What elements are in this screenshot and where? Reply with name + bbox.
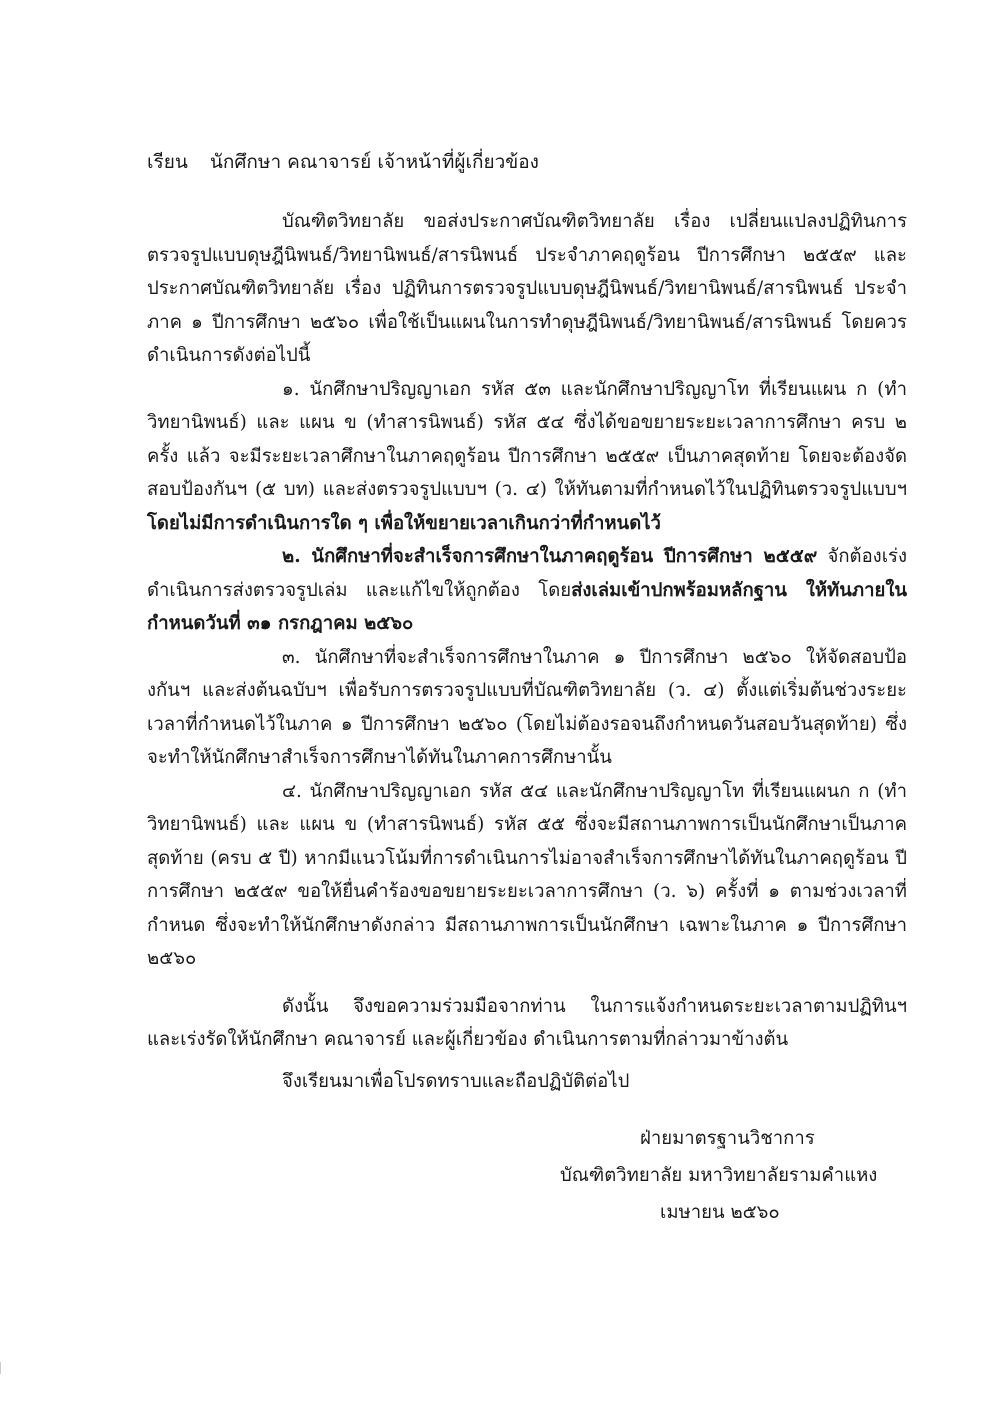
intro-paragraph: บัณฑิตวิทยาลัย ขอส่งประกาศบัณฑิตวิทยาลัย เรื่อง เปลี่ยนแปลงปฏิทินการตรวจรูปแบบดุษฎีนิพนธ์/วิทยานิพนธ์/สารนิพนธ์ ประจำภาคฤดูร้อน ปีการศึกษา ๒๕๕๙ และประกาศบัณฑิตวิทยาลัย เรื่อง ปฏิทินการตรวจรูปแบบดุษฎีนิพนธ์/วิทยานิพนธ์/สารนิพนธ์ ประจำภาค ๑ ปีการศึกษา ๒๕๖๐ เพื่อใช้เป็นแผนในการทำดุษฎีนิพนธ์/วิทยานิพนธ์/สารนิพนธ์ โดยควรดำเนินการดังต่อไปนี้ xyxy=(147,211,907,366)
item-2-deadline: ส่งเล่มเข้าปกพร้อมหลักฐาน ให้ทันภายในกำหนดวันที่ ๓๑ กรกฎาคม ๒๕๖๐ xyxy=(147,579,907,634)
closing-paragraph: ดังนั้น จึงขอความร่วมมือจากท่าน ในการแจ้งกำหนดระยะเวลาตามปฏิทินฯ และเร่งรัดให้นักศึกษา คณาจารย์ และผู้เกี่ยวข้อง ดำเนินการตามที่กล่าวมาข้างต้น xyxy=(147,995,907,1050)
request-line: จึงเรียนมาเพื่อโปรดทราบและถือปฏิบัติต่อไป xyxy=(282,1070,630,1092)
item-3-paragraph: ๓. นักศึกษาที่จะสำเร็จการศึกษาในภาค ๑ ปีการศึกษา ๒๕๖๐ ให้จัดสอบป้องกันฯ และส่งต้นฉบับฯ เพื่อรับการตรวจรูปแบบที่บัณฑิตวิทยาลัย (ว. ๔) ตั้งแต่เริ่มต้นช่วงระยะเวลาที่กำหนดไว้ในภาค ๑ ปีการศึกษา ๒๕๖๐ (โดยไม่ต้องรอจนถึงกำหนดวันสอบวันสุดท้าย) ซึ่งจะทำให้นักศึกษาสำเร็จการศึกษาได้ทันในภาคการศึกษานั้น xyxy=(147,646,907,768)
item-1-emphasis: โดยไม่มีการดำเนินการใด ๆ เพื่อให้ขยายเวลาเกินกว่าที่กำหนดไว้ xyxy=(147,512,661,534)
item-4-paragraph: ๔. นักศึกษาปริญญาเอก รหัส ๕๔ และนักศึกษาปริญญาโท ที่เรียนแผนก ก (ทำวิทยานิพนธ์) และ แผน ข (ทำสารนิพนธ์) รหัส ๕๕ ซึ่งจะมีสถานภาพการเป็นนักศึกษาเป็นภาคสุดท้าย (ครบ ๕ ปี) หากมีแนวโน้มที่การดำเนินการไม่อาจสำเร็จการศึกษาได้ทันในภาคฤดูร้อน ปีการศึกษา ๒๕๕๙ ขอให้ยื่นคำร้องขอขยายระยะเวลาการศึกษา (ว. ๖) ครั้งที่ ๑ ตามช่วงเวลาที่กำหนด ซึ่งจะทำให้นักศึกษาดังกล่าว มีสถานภาพการเป็นนักศึกษา เฉพาะในภาค ๑ ปีการศึกษา ๒๕๖๐ xyxy=(147,780,907,969)
signature-department: ฝ่ายมาตรฐานวิชาการ xyxy=(640,1128,815,1149)
item-2-text: จักต้องเร่งดำเนินการส่งตรวจรูปเล่ม และแก้ไขให้ถูกต้อง โดย xyxy=(147,546,908,601)
item-1-paragraph xyxy=(147,373,907,541)
signature-date: เมษายน ๒๕๖๐ xyxy=(660,1202,780,1223)
item-1-text: ๑. นักศึกษาปริญญาเอก รหัส ๕๓ และนักศึกษาปริญญาโท ที่เรียนแผน ก (ทำวิทยานิพนธ์) และ แผน ข (ทำสารนิพนธ์) รหัส ๕๔ ซึ่งได้ขอขยายระยะเวลาการศึกษา ครบ ๒ ครั้ง แล้ว จะมีระยะเวลาศึกษาในภาคฤดูร้อน ปีการศึกษา ๒๕๕๙ เป็นภาคสุดท้าย โดยจะต้องจัดสอบป้องกันฯ (๕ บท) และส่งตรวจรูปแบบฯ (ว. ๔) ให้ทันตามที่กำหนดไว้ในปฏิทินตรวจรูปแบบฯ xyxy=(147,378,907,500)
letter-body xyxy=(147,205,907,1098)
salutation-label: เรียน xyxy=(147,151,188,173)
signature-organization: บัณฑิตวิทยาลัย มหาวิทยาลัยรามคำแหง xyxy=(560,1165,878,1186)
salutation-recipients: นักศึกษา คณาจารย์ เจ้าหน้าที่ผู้เกี่ยวข้อง xyxy=(209,151,539,173)
signature-block xyxy=(520,1120,900,1231)
scan-artifact xyxy=(0,1362,7,1374)
item-2-paragraph xyxy=(147,540,907,641)
item-2-heading: ๒. นักศึกษาที่จะสำเร็จการศึกษาในภาคฤดูร้อน ปีการศึกษา ๒๕๕๙ xyxy=(282,546,818,567)
salutation xyxy=(147,150,539,174)
